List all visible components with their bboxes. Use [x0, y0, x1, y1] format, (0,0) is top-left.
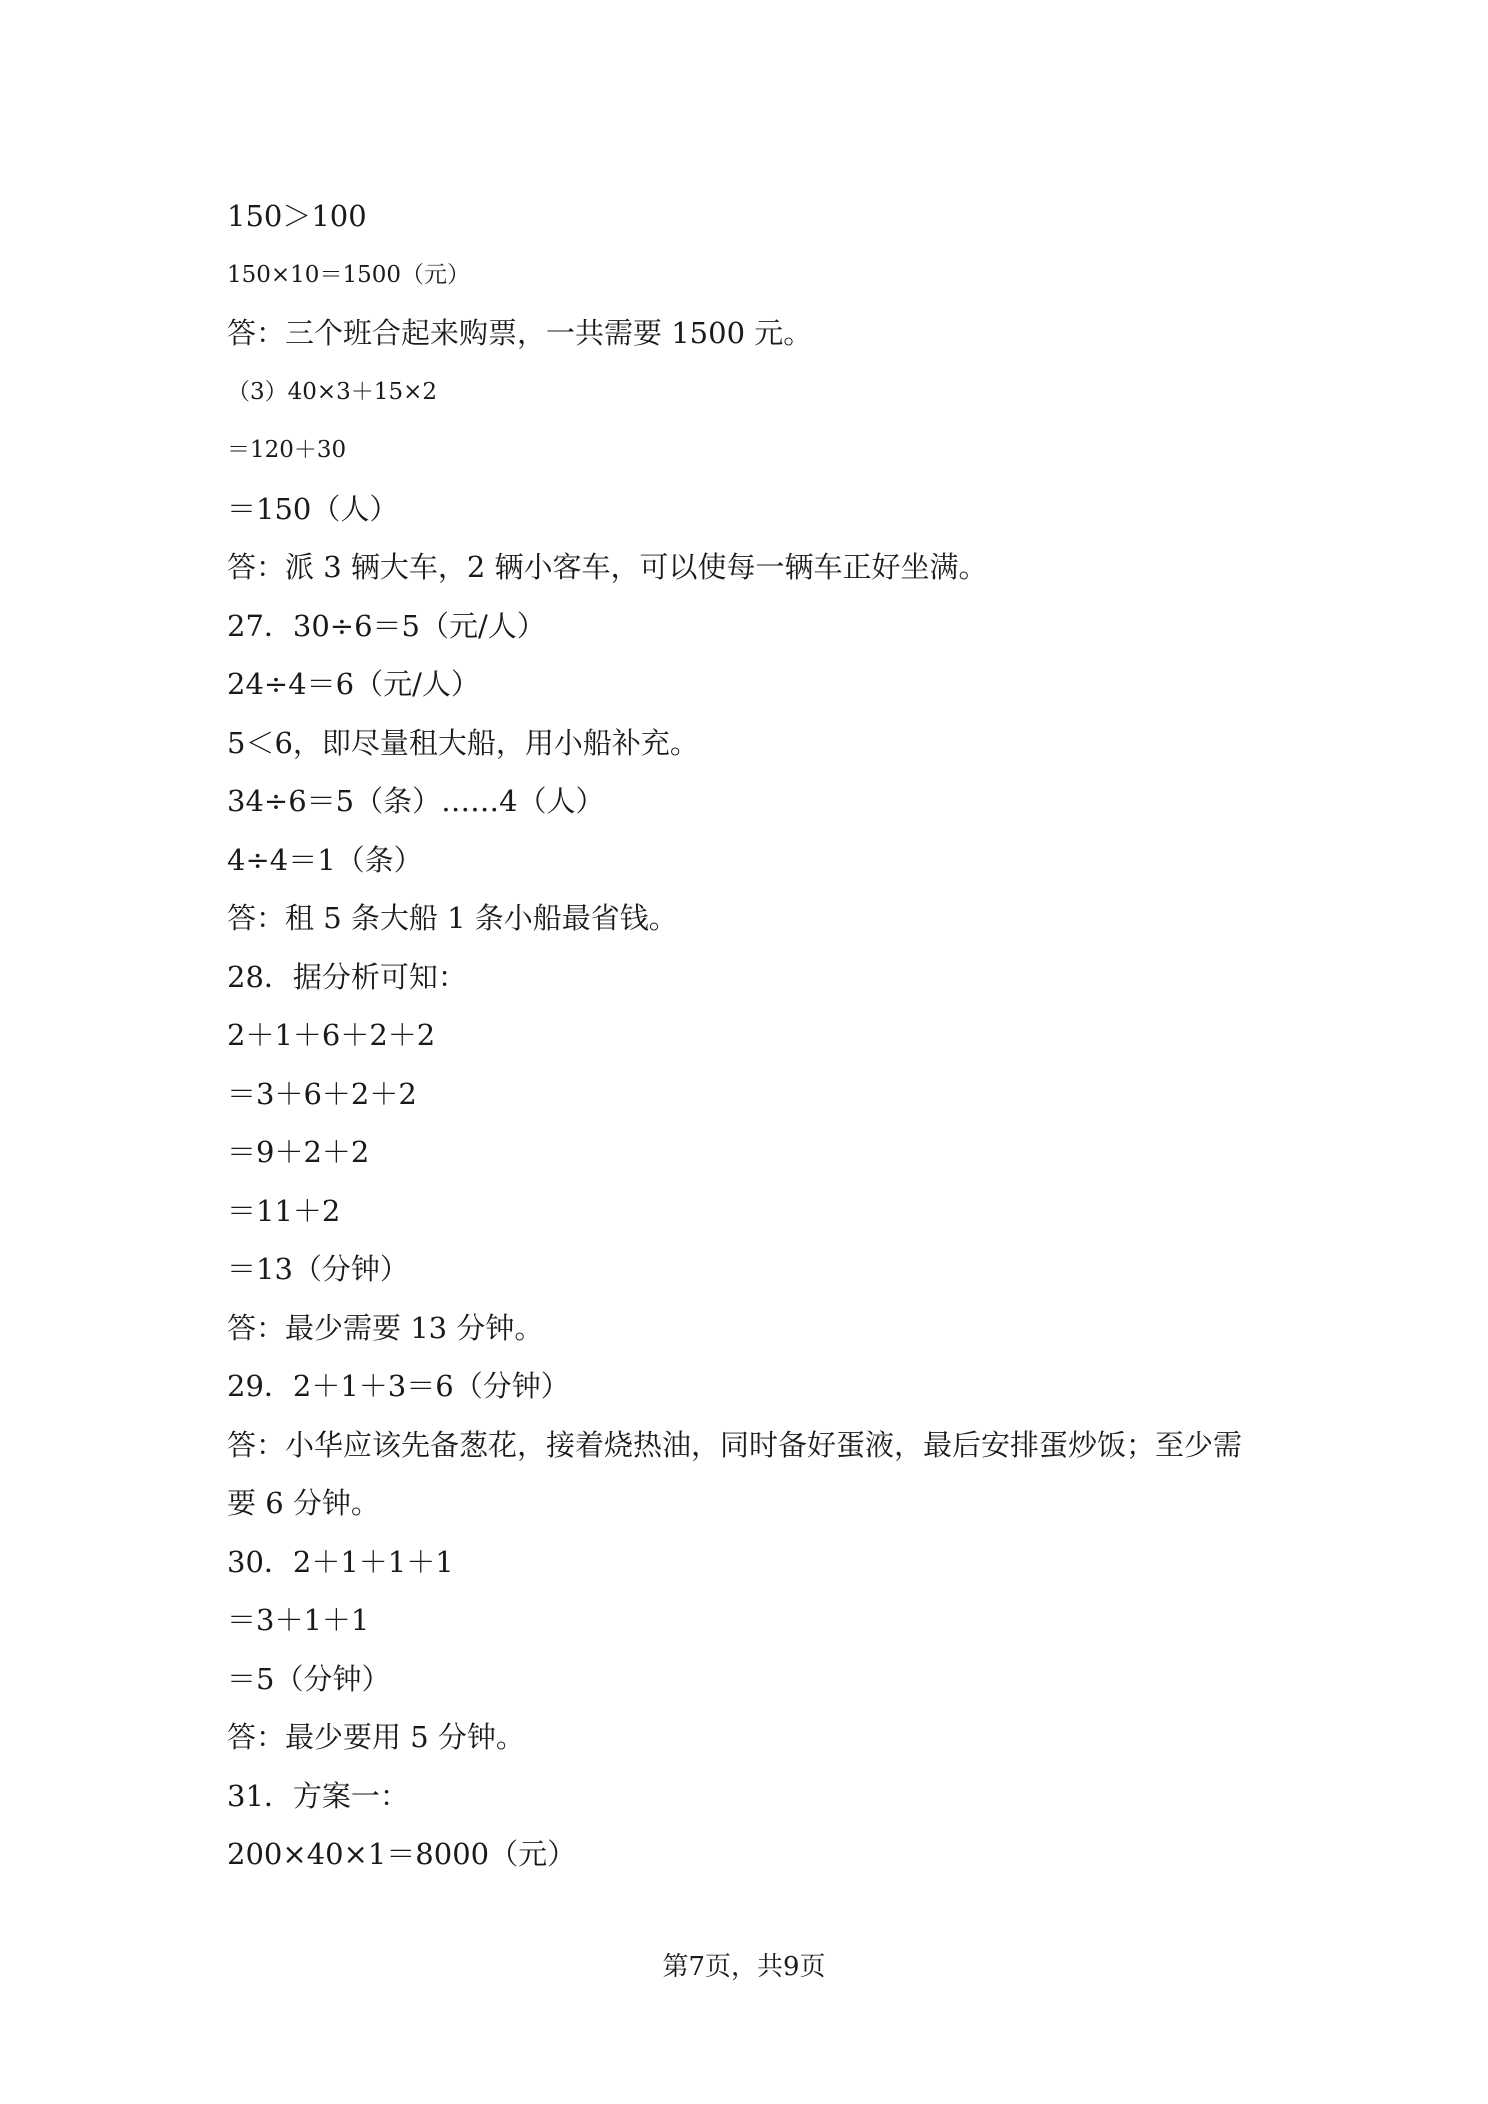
answer-lines [227, 187, 1277, 1884]
answer-line: 答：最少要用 5 分钟。 [227, 1720, 525, 1754]
answer-line: 34÷6＝5（条）……4（人） [227, 784, 605, 818]
answer-line: ＝5（分钟） [227, 1661, 391, 1696]
answer-line: 答：最少需要 13 分钟。 [227, 1310, 544, 1345]
answer-line: ＝120＋30 [227, 437, 347, 463]
answer-line: ＝11＋2 [227, 1193, 341, 1228]
answer-line: ＝9＋2＋2 [227, 1135, 370, 1169]
answer-line: 答：租 5 条大船 1 条小船最省钱。 [227, 901, 678, 935]
answer-line: ＝3＋6＋2＋2 [227, 1076, 417, 1111]
answer-line: 答：三个班合起来购票，一共需要 1500 元。 [227, 316, 813, 350]
answer-line: 28．据分析可知： [227, 959, 467, 994]
answer-line: 150×10＝1500（元） [227, 261, 470, 288]
answer-line: 答：小华应该先备葱花，接着烧热油，同时备好蛋液，最后安排蛋炒饭；至少需 [227, 1427, 1243, 1462]
answer-line: 5＜6，即尽量租大船，用小船补充。 [227, 725, 699, 760]
answer-line: ＝3＋1＋1 [227, 1603, 370, 1637]
answer-line: 要 6 分钟。 [227, 1486, 380, 1520]
answer-line: ＝13（分钟） [227, 1252, 409, 1286]
answer-line: 29．2＋1＋3＝6（分钟） [227, 1369, 570, 1403]
answer-line: 31．方案一： [227, 1778, 409, 1813]
answer-line: 4÷4＝1（条） [227, 842, 423, 877]
answer-line: 24÷4＝6（元/人） [227, 667, 480, 701]
answer-line: 2＋1＋6＋2＋2 [227, 1018, 436, 1052]
page-footer: 第7页，共9页 [662, 1952, 826, 1982]
answer-line: 答：派 3 辆大车，2 辆小客车，可以使每一辆车正好坐满。 [227, 550, 988, 584]
answer-line: 150＞100 [227, 199, 367, 233]
answer-line: 27．30÷6＝5（元/人） [227, 608, 546, 643]
answer-line: 200×40×1＝8000（元） [227, 1837, 577, 1871]
answer-line: ＝150（人） [227, 491, 399, 526]
answer-line: 30．2＋1＋1＋1 [227, 1544, 454, 1579]
answer-line: （3）40×3＋15×2 [227, 378, 437, 405]
